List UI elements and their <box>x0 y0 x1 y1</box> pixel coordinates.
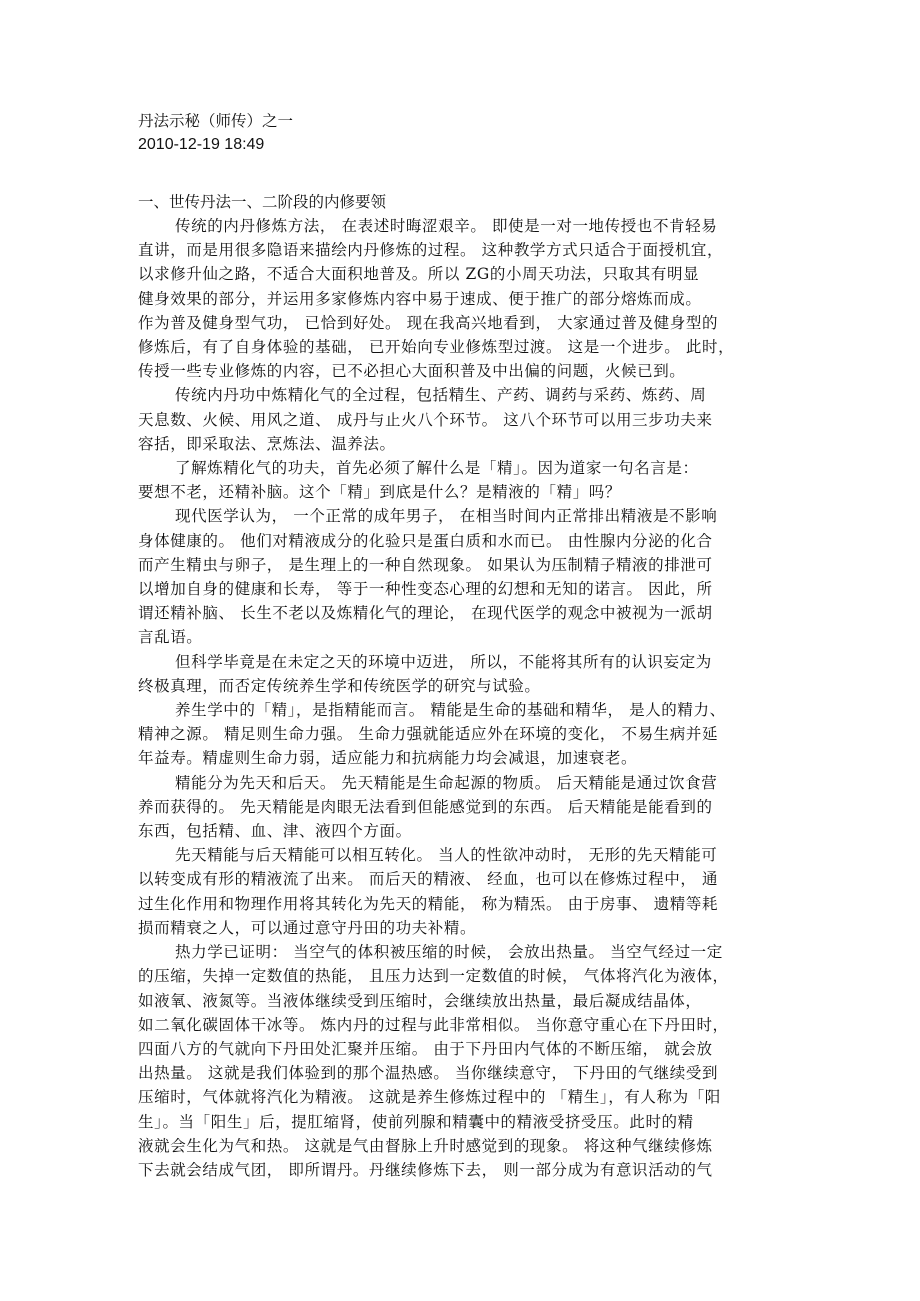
document-title: 丹法示秘（师传）之一 <box>138 112 294 130</box>
text-line: 传授一些专业修炼的内容，已不必担心大面积普及中出偏的问题，火候已到。 <box>138 362 686 381</box>
text-line: 年益寿。精虚则生命力弱，适应能力和抗病能力均会减退，加速衰老。 <box>138 749 638 768</box>
text-line: 要想不老，还精补脑。这个「精」到底是什么？是精液的「精」吗？ <box>138 483 622 502</box>
text-line: 容括，即采取法、烹炼法、温养法。 <box>138 434 396 453</box>
text-line: 过生化作用和物理作用将其转化为先天的精能， 称为精炁。 由于房事、 遗精等耗 <box>138 894 719 913</box>
text-line: 但科学毕竟是在未定之天的环境中迈进， 所以，不能将其所有的认识妄定为 <box>175 652 712 671</box>
text-line: 直讲，而是用很多隐语来描绘内丹修炼的过程。 这种教学方式只适合于面授机宜， <box>138 241 724 260</box>
post-timestamp: 2010-12-19 18:49 <box>138 136 265 153</box>
text-line: 压缩时，气体就将汽化为精液。 这就是养生修炼过程中的 「精生」，有人称为「阳 <box>138 1088 721 1107</box>
text-line: 养而获得的。 先天精能是肉眼无法看到但能感觉到的东西。 后天精能是能看到的 <box>138 797 713 816</box>
text-line: 出热量。 这就是我们体验到的那个温热感。 当你继续意守， 下丹田的气继续受到 <box>138 1064 719 1083</box>
text-line: 液就会生化为气和热。 这就是气由督脉上升时感觉到的现象。 将这种气继续修炼 <box>138 1136 713 1155</box>
text-line: 修炼后，有了自身体验的基础， 已开始向专业修炼型过渡。 这是一个进步。 此时， <box>138 338 735 357</box>
text-line: 作为普及健身型气功， 已恰到好处。 现在我高兴地看到， 大家通过普及健身型的 <box>138 313 719 332</box>
body-text <box>138 214 788 1182</box>
text-line: 如液氧、液氮等。当液体继续受到压缩时，会继续放出热量，最后凝成结晶体， <box>138 991 702 1010</box>
text-line: 的压缩，失掉一定数值的热能， 且压力达到一定数值的时候， 气体将汽化为液体， <box>138 967 729 986</box>
text-line: 天息数、火候、用风之道、 成丹与止火八个环节。 这八个环节可以用三步功夫来 <box>138 410 713 429</box>
text-line: 了解炼精化气的功夫，首先必须了解什么是「精」。因为道家一句名言是： <box>175 459 699 478</box>
text-line: 先天精能与后天精能可以相互转化。 当人的性欲冲动时， 无形的先天精能可 <box>175 846 718 865</box>
text-line: 损而精衰之人，可以通过意守丹田的功夫补精。 <box>138 918 477 937</box>
text-line: 热力学已证明： 当空气的体积被压缩的时候， 会放出热量。 当空气经过一定 <box>175 943 723 962</box>
text-line: 以转变成有形的精液流了出来。 而后天的精液、 经血，也可以在修炼过程中， 通 <box>138 870 719 889</box>
text-line: 生」。当「阳生」后，提肛缩肾，使前列腺和精囊中的精液受挤受压。此时的精 <box>138 1112 694 1131</box>
text-line: 以增加自身的健康和长寿， 等于一种性变态心理的幻想和无知的诺言。 因此，所 <box>138 580 713 599</box>
text-line: 精能分为先天和后天。 先天精能是生命起源的物质。 后天精能是通过饮食营 <box>175 773 718 792</box>
text-line: 以求修升仙之路，不适合大面积地普及。所以 ZG的小周天功法，只取其有明显 <box>138 265 700 284</box>
text-line: 身体健康的。 他们对精液成分的化验只是蛋白质和水而已。 由性腺内分泌的化合 <box>138 531 713 550</box>
text-line: 下去就会结成气团， 即所谓丹。丹继续修炼下去， 则一部分成为有意识活动的气 <box>138 1160 713 1179</box>
text-line: 现代医学认为， 一个正常的成年男子， 在相当时间内正常排出精液是不影响 <box>175 507 718 526</box>
text-line: 传统内丹功中炼精化气的全过程，包括精生、产药、调药与采药、炼药、周 <box>175 386 707 405</box>
text-line: 如二氧化碳固体干冰等。 炼内丹的过程与此非常相似。 当你意守重心在下丹田时， <box>138 1015 729 1034</box>
text-line: 养生学中的「精」，是指精能而言。 精能是生命的基础和精华， 是人的精力、 <box>175 701 726 720</box>
text-line: 谓还精补脑、 长生不老以及炼精化气的理论， 在现代医学的观念中被视为一派胡 <box>138 604 713 623</box>
section-heading: 一、世传丹法一、二阶段的内修要领 <box>138 193 387 211</box>
text-line: 传统的内丹修炼方法， 在表述时晦涩艰辛。 即使是一对一地传授也不肯轻易 <box>175 217 718 235</box>
document-page <box>138 109 788 1182</box>
text-line: 言乱语。 <box>138 628 203 647</box>
text-line: 而产生精虫与卵子， 是生理上的一种自然现象。 如果认为压制精子精液的排泄可 <box>138 555 713 574</box>
text-line: 健身效果的部分，并运用多家修炼内容中易于速成、便于推广的部分熔炼而成。 <box>138 289 702 308</box>
spacer <box>138 157 788 190</box>
text-line: 四面八方的气就向下丹田处汇聚并压缩。 由于下丹田内气体的不断压缩， 就会放 <box>138 1039 713 1058</box>
text-line: 终极真理，而否定传统养生学和传统医学的研究与试验。 <box>138 676 541 695</box>
text-line: 东西，包括精、血、津、液四个方面。 <box>138 822 412 841</box>
text-line: 精神之源。 精足则生命力强。 生命力强就能适应外在环境的变化， 不易生病并延 <box>138 725 719 744</box>
